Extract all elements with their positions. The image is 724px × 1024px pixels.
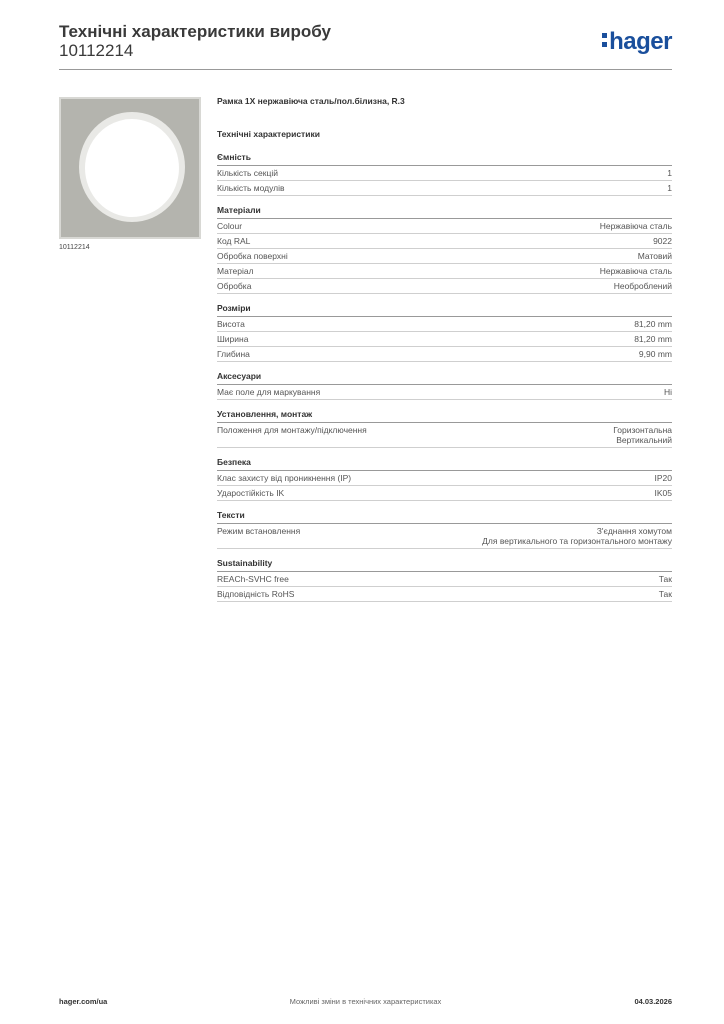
spec-label: Обробка <box>217 281 252 291</box>
hager-logo <box>602 28 672 56</box>
spec-content <box>217 96 672 602</box>
section-title: Аксесуари <box>217 371 672 385</box>
spec-value <box>655 488 673 498</box>
spec-row <box>217 332 672 347</box>
spec-value <box>667 183 672 193</box>
spec-section <box>217 457 672 501</box>
spec-section <box>217 303 672 362</box>
spec-row <box>217 234 672 249</box>
spec-value <box>664 387 672 397</box>
spec-section <box>217 205 672 294</box>
document-subtitle: 10112214 <box>59 41 134 60</box>
spec-label: Положення для монтажу/підключення <box>217 425 367 435</box>
spec-section <box>217 510 672 549</box>
section-title: Ємність <box>217 152 672 166</box>
spec-section <box>217 152 672 196</box>
section-title: Установлення, монтаж <box>217 409 672 423</box>
spec-value-line: Ні <box>663 387 672 397</box>
spec-value-line: Нержавіюча сталь <box>599 266 672 276</box>
spec-label: Має поле для маркування <box>217 387 321 397</box>
spec-row <box>217 249 672 264</box>
spec-value-line: 9022 <box>653 236 672 246</box>
spec-value-line: З'єднання хомутом <box>596 526 672 536</box>
frame-opening <box>85 119 179 217</box>
spec-row <box>217 219 672 234</box>
spec-value <box>638 251 672 261</box>
product-image <box>59 97 201 239</box>
spec-label: Обробка поверхні <box>217 251 288 261</box>
spec-value <box>634 334 672 344</box>
spec-row <box>217 264 672 279</box>
spec-value <box>639 349 672 359</box>
spec-value-line: 1 <box>667 183 672 193</box>
spec-value-line: IK05 <box>654 488 672 498</box>
logo-dots-icon <box>602 31 607 49</box>
document-title: Технічні характеристики виробу <box>59 22 331 41</box>
spec-value-line: Необроблений <box>613 281 672 291</box>
spec-value <box>613 425 672 445</box>
spec-row <box>217 486 672 501</box>
section-title: Sustainability <box>217 558 672 572</box>
spec-label: Режим встановлення <box>217 526 301 536</box>
spec-value <box>659 589 672 599</box>
header-divider <box>59 69 672 70</box>
spec-value-line: Так <box>658 589 672 599</box>
spec-value-line: Нержавіюча сталь <box>599 221 672 231</box>
spec-value-line: Горизонтальна <box>613 425 672 435</box>
spec-value-line: 81,20 mm <box>634 334 672 344</box>
spec-value-line: IP20 <box>654 473 672 483</box>
spec-row <box>217 471 672 486</box>
spec-label: Colour <box>217 221 243 231</box>
spec-row <box>217 524 672 549</box>
spec-section <box>217 371 672 400</box>
page-header <box>59 20 672 70</box>
spec-value <box>614 281 672 291</box>
spec-label: REACh-SVHC free <box>217 574 289 584</box>
spec-value <box>482 526 672 546</box>
footer-note: Можливі зміни в технічних характеристиках <box>289 997 442 1006</box>
spec-row <box>217 166 672 181</box>
spec-label: Відповідність RoHS <box>217 589 295 599</box>
spec-row <box>217 423 672 448</box>
spec-value <box>653 236 672 246</box>
spec-section <box>217 409 672 448</box>
spec-label: Клас захисту від проникнення (IP) <box>217 473 352 483</box>
spec-value-line: 9,90 mm <box>638 349 672 359</box>
spec-label: Ударостійкість IK <box>217 488 285 498</box>
spec-value <box>667 168 672 178</box>
spec-value <box>600 221 672 231</box>
spec-sections <box>217 152 672 602</box>
spec-row <box>217 181 672 196</box>
section-title: Розміри <box>217 303 672 317</box>
spec-label: Матеріал <box>217 266 254 276</box>
spec-value-line: Матовий <box>637 251 672 261</box>
spec-label: Глибина <box>217 349 250 359</box>
specs-heading: Технічні характеристики <box>217 129 320 139</box>
spec-value-line: Вертикальний <box>616 435 672 445</box>
product-name: Рамка 1Х нержавіюча сталь/пол.білизна, R.3 <box>217 96 405 106</box>
spec-label: Код RAL <box>217 236 251 246</box>
spec-label: Ширина <box>217 334 249 344</box>
image-caption: 10112214 <box>59 244 90 251</box>
spec-label: Висота <box>217 319 245 329</box>
logo-text: hager <box>609 28 672 55</box>
footer-date: 04.03.2026 <box>634 997 672 1006</box>
spec-row <box>217 572 672 587</box>
footer-website: hager.com/ua <box>59 997 108 1006</box>
spec-value <box>655 473 673 483</box>
spec-value-line: 1 <box>667 168 672 178</box>
spec-value <box>659 574 672 584</box>
section-title: Матеріали <box>217 205 672 219</box>
section-title: Тексти <box>217 510 672 524</box>
section-title: Безпека <box>217 457 672 471</box>
spec-row <box>217 587 672 602</box>
page-footer <box>59 997 672 1009</box>
spec-value-line: 81,20 mm <box>634 319 672 329</box>
spec-row <box>217 347 672 362</box>
spec-section <box>217 558 672 602</box>
spec-row <box>217 317 672 332</box>
spec-row <box>217 279 672 294</box>
spec-value <box>600 266 672 276</box>
spec-row <box>217 385 672 400</box>
spec-value <box>634 319 672 329</box>
spec-value-line: Для вертикального та горизонтального монтажу <box>482 536 672 546</box>
spec-label: Кількість секцій <box>217 168 278 178</box>
spec-value-line: Так <box>658 574 672 584</box>
spec-label: Кількість модулів <box>217 183 285 193</box>
